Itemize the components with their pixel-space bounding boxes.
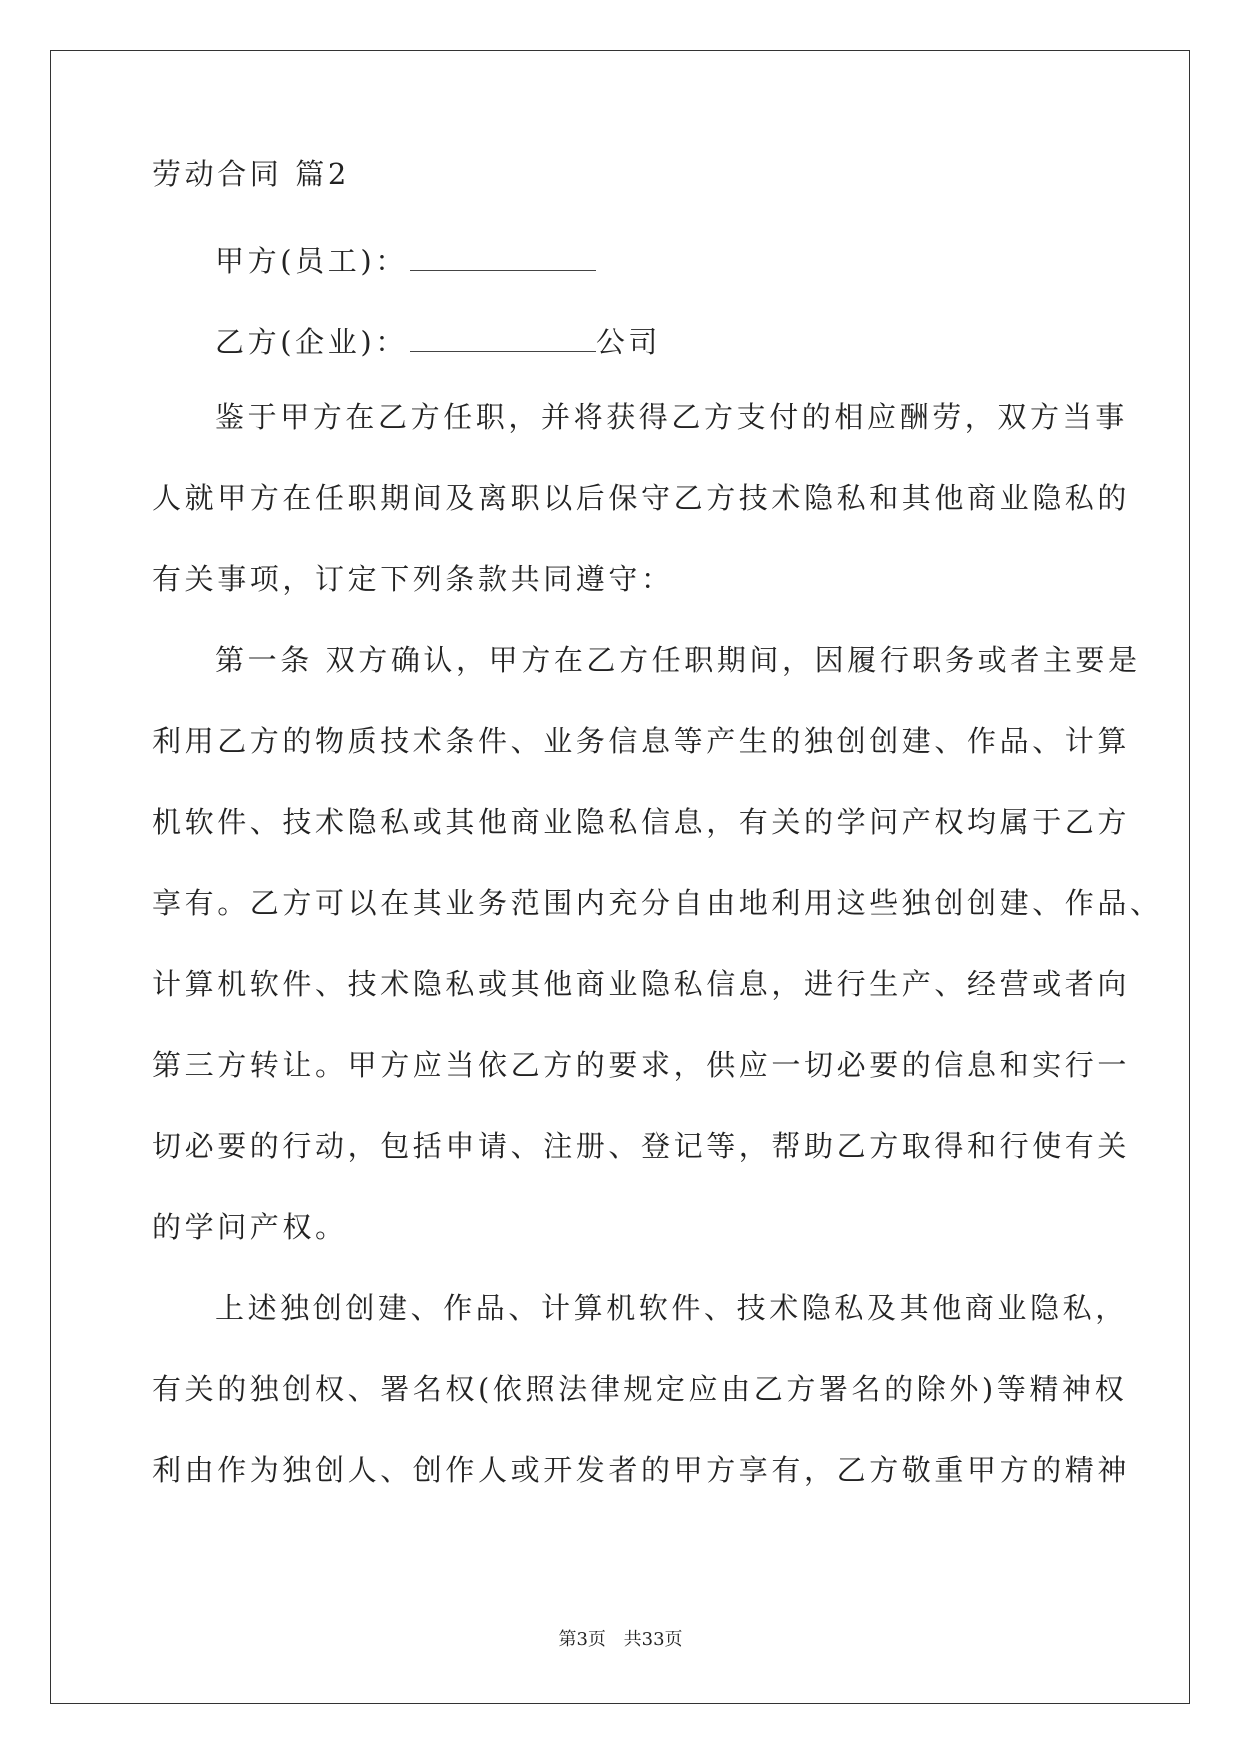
party-a-blank: [410, 241, 596, 271]
paragraph-line: 利由作为独创人、创作人或开发者的甲方享有，乙方敬重甲方的精神: [152, 1453, 1131, 1487]
party-b-line: [152, 322, 1092, 403]
paragraph-line: 的学问产权。: [152, 1210, 348, 1244]
party-b-blank: [410, 322, 596, 352]
paragraph-line: 有关的独创权、署名权(依照法律规定应由乙方署名的除外)等精神权: [152, 1372, 1128, 1406]
document-title: 劳动合同 篇2: [152, 157, 350, 191]
document-body: [152, 157, 1163, 1537]
paragraph-line: 利用乙方的物质技术条件、业务信息等产生的独创创建、作品、计算: [152, 724, 1131, 758]
party-a-label: 甲方(员工)：: [215, 244, 408, 278]
paragraph-line: 上述独创创建、作品、计算机软件、技术隐私及其他商业隐私，: [215, 1291, 1128, 1325]
paragraph-line: 鉴于甲方在乙方任职，并将获得乙方支付的相应酬劳，双方当事: [215, 400, 1128, 434]
paragraph-line: 切必要的行动，包括申请、注册、登记等，帮助乙方取得和行使有关: [152, 1129, 1131, 1163]
page-number: 第3页: [558, 1629, 606, 1650]
paragraph-line: 有关事项，订定下列条款共同遵守：: [152, 562, 674, 596]
party-a-line: [152, 241, 1092, 322]
party-b-suffix: 公司: [595, 325, 662, 359]
paragraph-line: 机软件、技术隐私或其他商业隐私信息，有关的学问产权均属于乙方: [152, 805, 1131, 839]
page-total: 共33页: [623, 1629, 683, 1650]
party-b-label: 乙方(企业)：: [215, 325, 408, 359]
paragraph-line: 计算机软件、技术隐私或其他商业隐私信息，进行生产、经营或者向: [152, 967, 1131, 1001]
paragraph-line: 第一条 双方确认，甲方在乙方任职期间，因履行职务或者主要是: [215, 643, 1141, 677]
paragraph-line: 人就甲方在任职期间及离职以后保守乙方技术隐私和其他商业隐私的: [152, 481, 1131, 515]
paragraph-line: 享有。乙方可以在其业务范围内充分自由地利用这些独创创建、作品、: [152, 886, 1163, 920]
page-footer: [0, 1625, 1241, 1651]
paragraph-line: 第三方转让。甲方应当依乙方的要求，供应一切必要的信息和实行一: [152, 1048, 1131, 1082]
